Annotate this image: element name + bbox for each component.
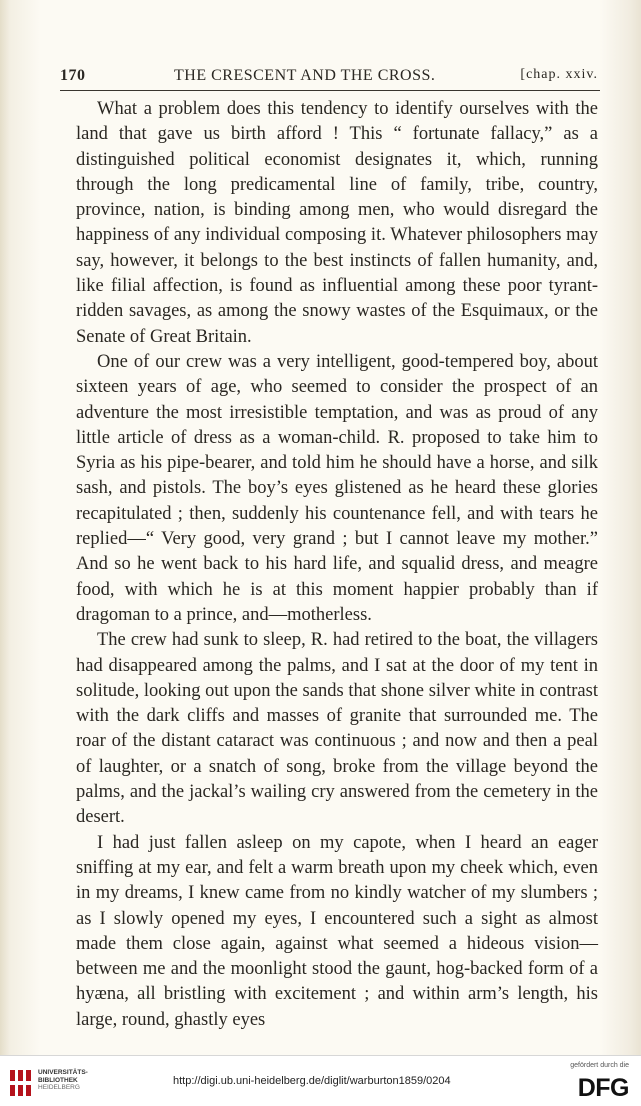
document-url-link[interactable]: http://digi.ub.uni-heidelberg.de/diglit/warburton1859/0204 xyxy=(173,1075,451,1087)
dfg-logo: DFG xyxy=(577,1074,629,1102)
paragraph-3: The crew had sunk to sleep, R. had retired to the boat, the villagers had disappeared among the palms, and I sat at the door of my tent in solitude, looking out upon the sands that shone silver white in contrast with the dark cliffs and masses of granite that surrounded me. The roar of the distant cataract was continuous ; and now and then a peal of laughter, or a snatch of song, broke from the village beyond the palms, and the jackal’s wailing cry answered from the cemetery in the desert. xyxy=(76,630,598,828)
paragraph-1: What a problem does this tendency to identify ourselves with the land that gave us birth afford ! This “ fortunate fallacy,” as a distinguished political economist designates it, which, running through the long predicamental line of family, tribe, country, province, nation, is binding among men, who would disregard the happiness of any individual composing it. Whatever philosophers may say, however, it belongs to the best instincts of fallen humanity, and, like filial affection, is found as influential among these poor tyrant-ridden savages, as among the snowy wastes of the Esquimaux, or the Senate of Great Britain. xyxy=(76,99,598,347)
page-number: 170 xyxy=(60,67,86,84)
running-title: THE CRESCENT AND THE CROSS. xyxy=(174,67,436,84)
paragraph-4: I had just fallen asleep on my capote, when I heard an eager sniffing at my ear, and felt a warm breath upon my cheek which, even in my dreams, I knew came from no kindly watcher of my slumbers ; as I slowly opened my eyes, I encountered such a sight as almost made them close again, against what seemed a hideous vision—between me and the moonlight stood the gaunt, hog-backed form of a hyæna, all bristling with excitement ; and within arm’s length, his large, round, ghastly eyes xyxy=(76,832,598,1030)
funder-note: gefördert durch die xyxy=(570,1062,629,1069)
body-text xyxy=(76,97,598,1033)
chapter-label: [chap. xxiv. xyxy=(520,67,598,82)
library-name: UNIVERSITÄTS- BIBLIOTHEK HEIDELBERG xyxy=(38,1069,88,1091)
digitization-footer xyxy=(0,1055,641,1106)
running-header xyxy=(60,66,600,91)
paragraph-2: One of our crew was a very intelligent, good-tempered boy, about sixteen years of age, who seemed to consider the prospect of an adventure the most irresistible temptation, and was as proud of any little article of dress as a woman-child. R. proposed to take him to Syria as his pipe-bearer, and told him he should have a horse, and silk sash, and pistols. The boy’s eyes glistened as he heard these glories recapitulated ; then, suddenly his countenance fell, and with tears he replied—“ Very good, very grand ; but I cannot leave my mother.” And so he went back to his hard life, and squalid dress, and meagre food, with which he is at this moment happier probably than if dragoman to a prince, and—motherless. xyxy=(76,351,598,625)
library-logo-icon xyxy=(8,1068,34,1098)
